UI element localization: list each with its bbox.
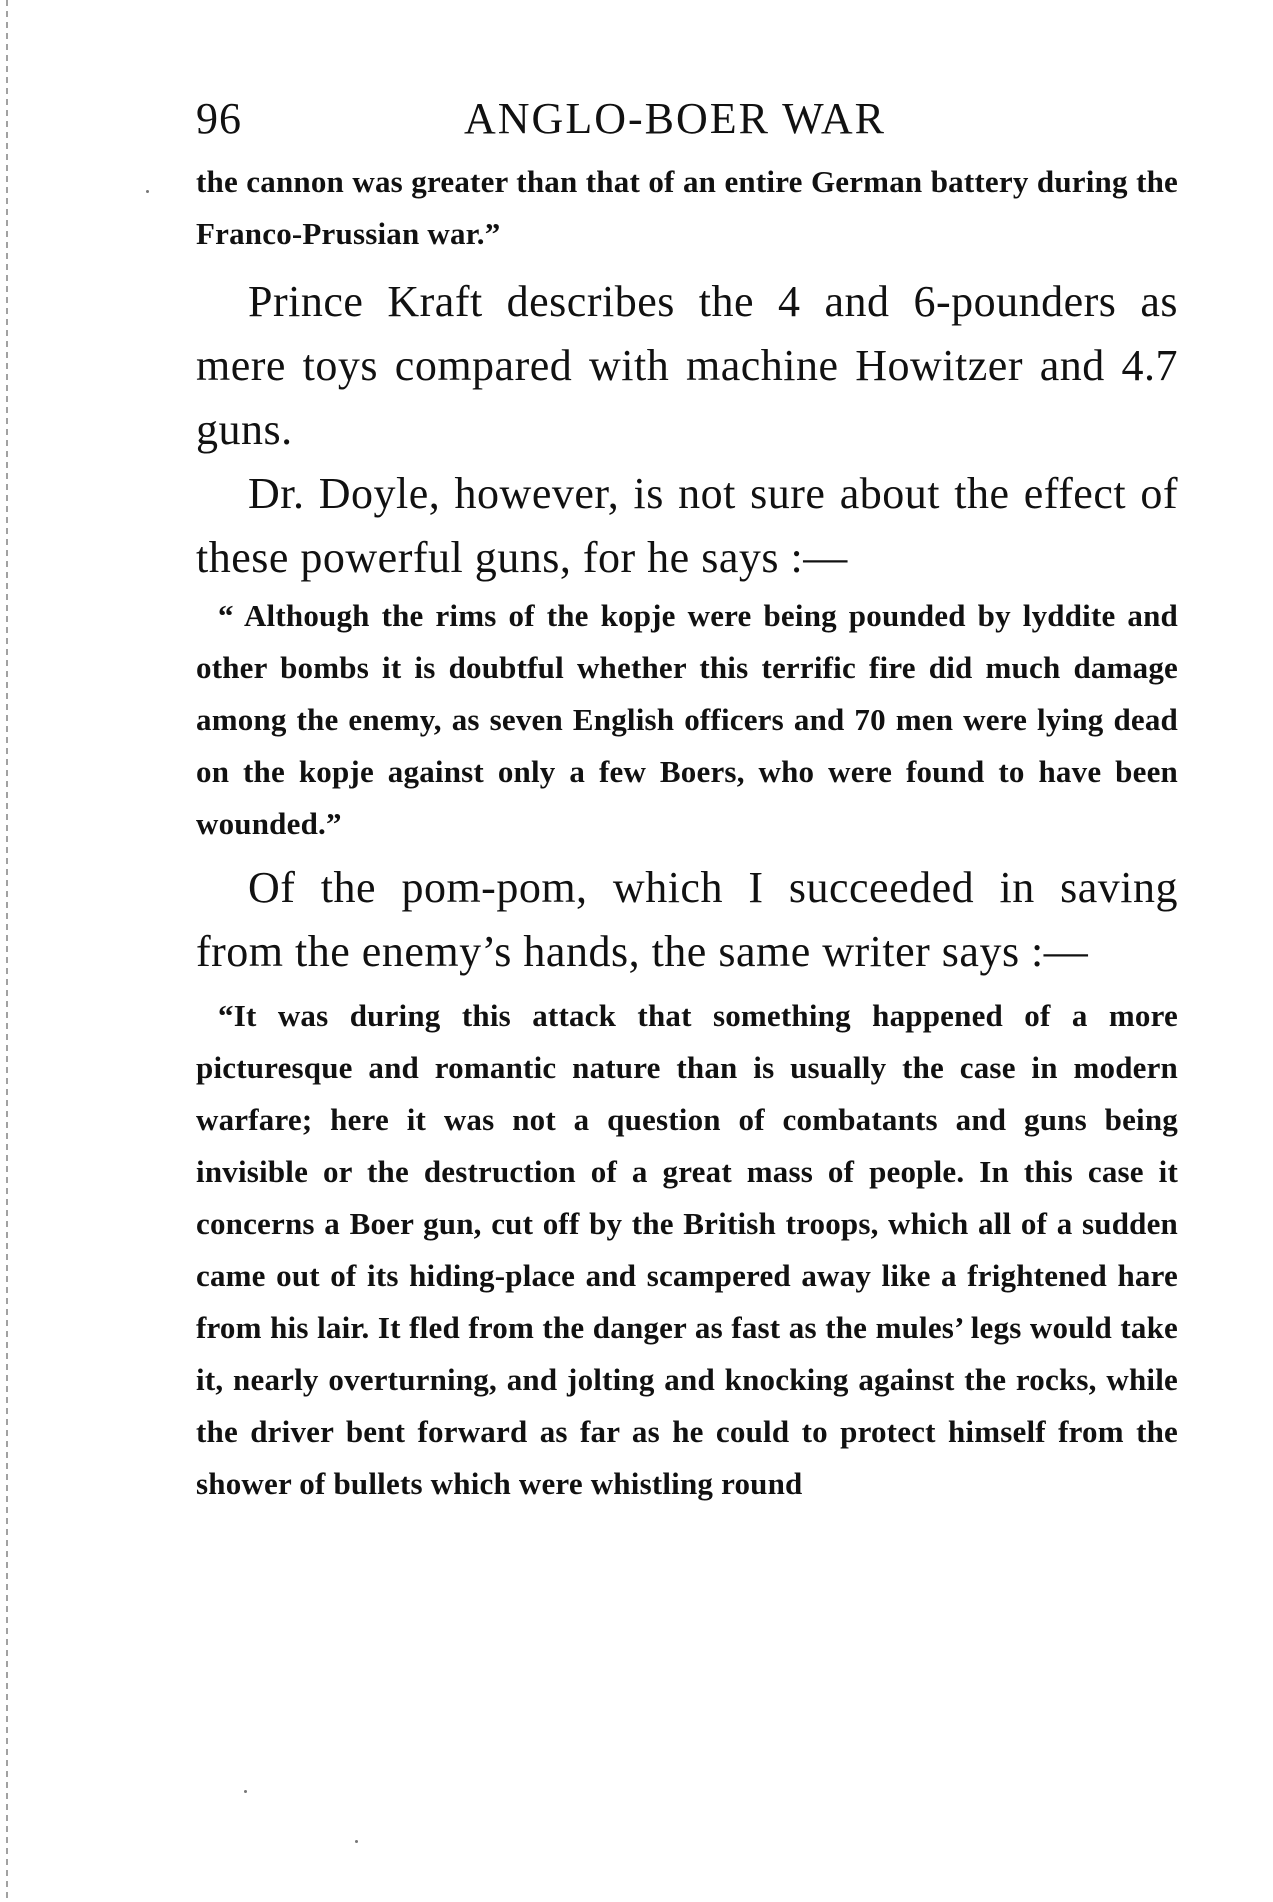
scan-speck bbox=[146, 190, 149, 193]
body-paragraph-dr-doyle: Dr. Doyle, however, is not sure about the effect of these powerful guns, for he says :— bbox=[196, 469, 1178, 582]
page-binding-edge bbox=[6, 0, 8, 1902]
book-page bbox=[196, 88, 1178, 1510]
quote-paragraph-kopje: “ Although the rims of the kopje were being pounded by lyddite and other bombs it is doubtful whether this terrific fire did much damage among the enemy, as seven English officers and 70 men were lying dead on the kopje against only a few Boers, who were found to have been wounded.” bbox=[196, 598, 1178, 841]
body-paragraph-pom-pom: Of the pom-pom, which I succeeded in saving from the enemy’s hands, the same writer says :— bbox=[196, 863, 1178, 976]
page-number: 96 bbox=[196, 94, 242, 143]
running-title: ANGLO-BOER WAR bbox=[464, 94, 886, 143]
body-paragraph-prince-kraft: Prince Kraft describes the 4 and 6-pounders as mere toys compared with machine Howitzer and 4.7 guns. bbox=[196, 277, 1178, 454]
scan-speck bbox=[355, 1840, 358, 1843]
scan-speck bbox=[244, 1790, 247, 1793]
quote-paragraph-boer-gun: “It was during this attack that something happened of a more picturesque and romantic nature than is usually the case in modern warfare; here it was not a question of combatants and guns being invisible or the destruction of a great mass of people. In this case it concerns a Boer gun, cut off by the British troops, which all of a sudden came out of its hiding-place and scampered away like a frightened hare from his lair. It fled from the danger as fast as the mules’ legs would take it, nearly overturning, and jolting and knocking against the rocks, while the driver bent forward as far as he could to protect himself from the shower of bullets which were whistling round bbox=[196, 998, 1178, 1501]
quote-continuation-paragraph: the cannon was greater than that of an entire German battery during the Franco-Prussian war.” bbox=[196, 164, 1178, 251]
running-head bbox=[196, 88, 1178, 150]
